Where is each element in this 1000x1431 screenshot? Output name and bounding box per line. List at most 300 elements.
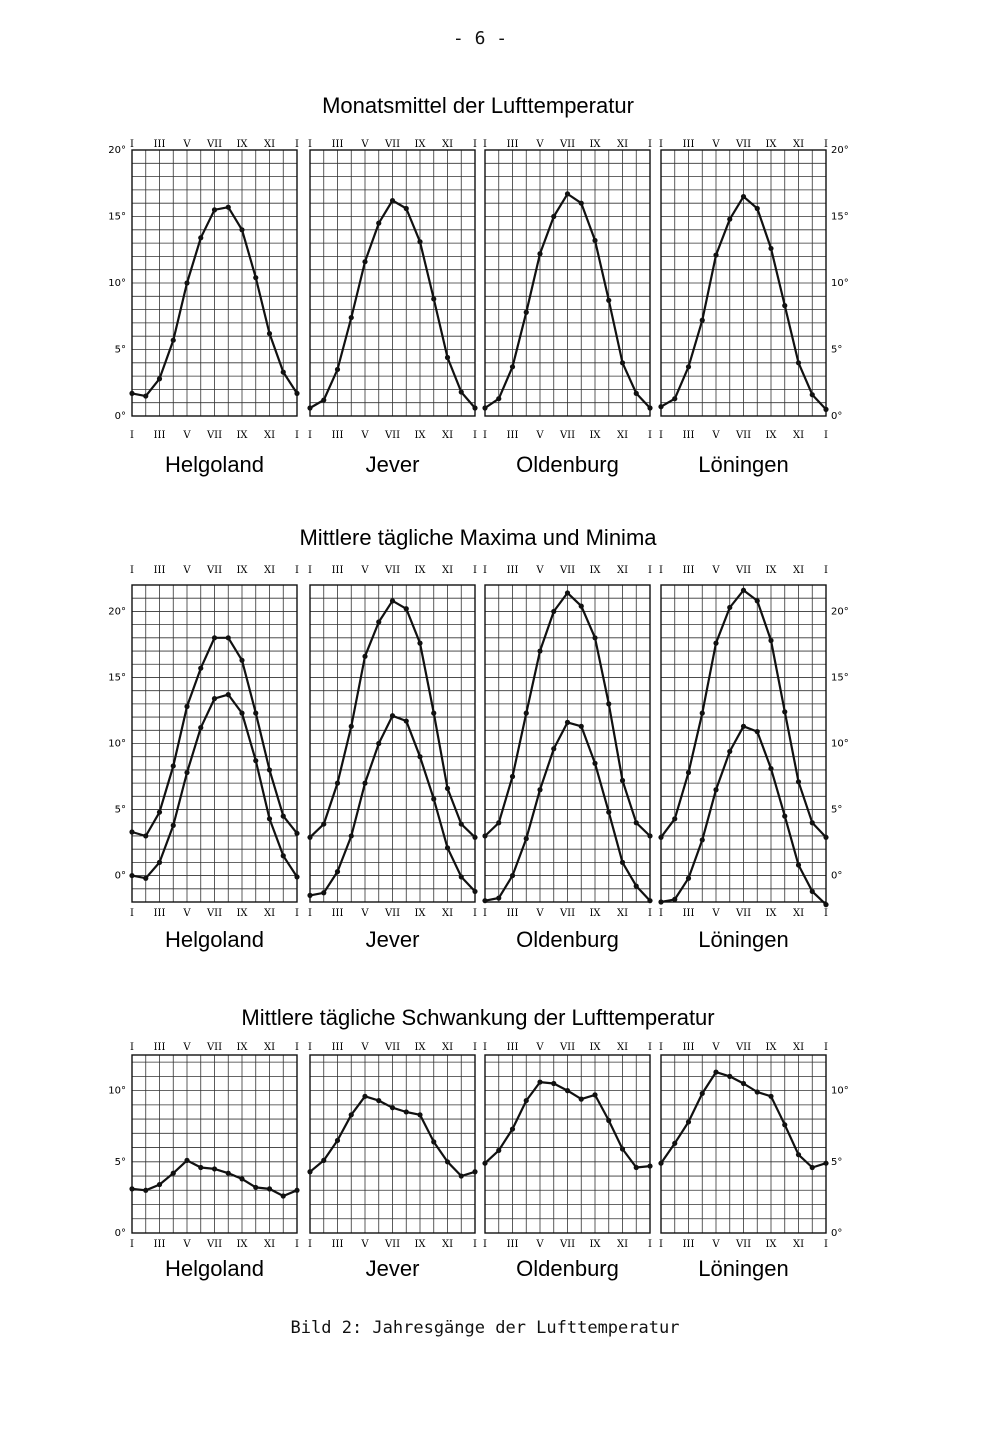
data-point (713, 1069, 718, 1074)
data-point (700, 711, 705, 716)
y-tick-label-right: 5° (831, 804, 843, 816)
data-point (198, 666, 203, 671)
month-tick-label-bottom: I (483, 908, 487, 919)
station-label: Oldenburg (516, 1256, 619, 1281)
month-tick-label-top: V (712, 139, 720, 150)
data-point (294, 874, 299, 879)
data-point (482, 898, 487, 903)
data-point (431, 1139, 436, 1144)
data-point (810, 889, 815, 894)
month-tick-label-bottom: VII (735, 430, 752, 441)
chart-title: Mittlere tägliche Schwankung der Lufttemperatur (241, 1005, 715, 1030)
y-tick-label-right: 15° (831, 211, 849, 223)
data-point (620, 1146, 625, 1151)
month-tick-label-top: XI (441, 565, 454, 576)
month-tick-label-top: III (506, 1042, 519, 1053)
data-point (335, 1138, 340, 1143)
month-tick-label-top: XI (441, 1042, 454, 1053)
data-point (796, 360, 801, 365)
data-point (810, 820, 815, 825)
data-point (226, 692, 231, 697)
data-point (496, 895, 501, 900)
data-point (404, 718, 409, 723)
data-point (537, 787, 542, 792)
data-point (565, 590, 570, 595)
month-tick-label-bottom: VII (559, 908, 576, 919)
month-tick-label-top: I (130, 139, 134, 150)
data-point (782, 1122, 787, 1127)
data-point (212, 1166, 217, 1171)
month-tick-label-bottom: I (308, 908, 312, 919)
chart-2 (108, 525, 848, 952)
month-tick-label-bottom: I (824, 908, 828, 919)
data-point (281, 853, 286, 858)
month-tick-label-top: I (308, 565, 312, 576)
data-point (417, 754, 422, 759)
month-tick-label-bottom: I (130, 908, 134, 919)
station-label: Jever (365, 452, 420, 477)
y-tick-label-left: 5° (114, 344, 126, 356)
y-tick-label-right: 5° (831, 1156, 843, 1168)
data-point (592, 635, 597, 640)
data-point (606, 1118, 611, 1123)
month-tick-label-top: I (824, 1042, 828, 1053)
data-point (417, 641, 422, 646)
data-point (239, 711, 244, 716)
month-tick-label-top: III (153, 139, 166, 150)
data-point (417, 239, 422, 244)
month-tick-label-bottom: I (659, 430, 663, 441)
month-tick-label-top: XI (792, 1042, 805, 1053)
month-tick-label-top: V (183, 565, 191, 576)
month-tick-label-top: III (506, 139, 519, 150)
month-tick-label-bottom: VII (559, 1239, 576, 1250)
data-point (307, 893, 312, 898)
month-tick-label-bottom: III (682, 1239, 695, 1250)
data-point (524, 1098, 529, 1103)
data-point (472, 889, 477, 894)
month-tick-label-top: VII (735, 1042, 752, 1053)
y-tick-label-left: 5° (114, 804, 126, 816)
data-point (362, 654, 367, 659)
month-tick-label-top: IX (414, 1042, 426, 1053)
data-point (321, 397, 326, 402)
data-point (349, 833, 354, 838)
month-tick-label-top: IX (236, 565, 248, 576)
y-tick-label-left: 15° (108, 211, 126, 223)
data-point (755, 1089, 760, 1094)
month-tick-label-top: V (536, 1042, 544, 1053)
station-label: Jever (365, 1256, 420, 1281)
data-point (390, 1105, 395, 1110)
panel-oldenburg (482, 139, 652, 477)
data-point (579, 604, 584, 609)
y-tick-label-right: 5° (831, 344, 843, 356)
data-point (796, 779, 801, 784)
data-point (459, 874, 464, 879)
month-tick-label-bottom: V (361, 430, 369, 441)
data-point (226, 635, 231, 640)
data-point (686, 770, 691, 775)
month-tick-label-bottom: IX (765, 908, 777, 919)
data-point (524, 836, 529, 841)
data-point (551, 1081, 556, 1086)
data-point (524, 711, 529, 716)
data-point (362, 781, 367, 786)
panel-oldenburg (482, 565, 652, 952)
data-point (782, 814, 787, 819)
data-point (472, 835, 477, 840)
panel-helgoland (129, 1042, 299, 1281)
data-point (565, 1088, 570, 1093)
month-tick-label-top: XI (792, 139, 805, 150)
month-tick-label-bottom: IX (765, 1239, 777, 1250)
data-point (294, 1188, 299, 1193)
chart-title: Monatsmittel der Lufttemperatur (322, 93, 634, 118)
data-point (307, 405, 312, 410)
y-tick-label-right: 10° (831, 278, 849, 289)
month-tick-label-bottom: V (361, 1239, 369, 1250)
data-point (606, 701, 611, 706)
page-number-text: - 6 - (452, 28, 508, 49)
month-tick-label-top: XI (616, 1042, 629, 1053)
data-point (253, 758, 258, 763)
caption (0, 1318, 970, 1338)
month-tick-label-bottom: XI (792, 1239, 805, 1250)
month-tick-label-bottom: III (331, 430, 344, 441)
data-point (686, 1119, 691, 1124)
month-tick-label-bottom: I (473, 908, 477, 919)
month-tick-label-bottom: XI (263, 430, 276, 441)
month-tick-label-top: V (361, 139, 369, 150)
month-tick-label-bottom: VII (206, 1239, 223, 1250)
panel-jever (307, 139, 477, 477)
data-point (658, 1161, 663, 1166)
month-tick-label-bottom: IX (589, 908, 601, 919)
month-tick-label-top: I (473, 1042, 477, 1053)
data-point (620, 360, 625, 365)
month-tick-label-top: III (682, 139, 695, 150)
data-point (267, 331, 272, 336)
data-point (551, 609, 556, 614)
data-point (510, 774, 515, 779)
y-tick-label-right: 10° (831, 1085, 849, 1097)
data-point (579, 1097, 584, 1102)
station-label: Helgoland (164, 1256, 265, 1281)
data-point (171, 1171, 176, 1176)
data-point (184, 770, 189, 775)
month-tick-label-top: I (308, 1042, 312, 1053)
data-point (510, 364, 515, 369)
data-point (510, 873, 515, 878)
data-point (184, 704, 189, 709)
data-point (496, 396, 501, 401)
data-point (647, 833, 652, 838)
month-tick-label-bottom: III (682, 908, 695, 919)
month-tick-label-top: I (824, 565, 828, 576)
month-tick-label-bottom: III (506, 908, 519, 919)
month-tick-label-bottom: VII (206, 908, 223, 919)
chart-3 (108, 1005, 848, 1281)
month-tick-label-bottom: I (648, 430, 652, 441)
data-point (390, 598, 395, 603)
data-point (226, 205, 231, 210)
data-point (755, 206, 760, 211)
data-point (592, 761, 597, 766)
data-point (482, 833, 487, 838)
data-point (184, 1158, 189, 1163)
data-point (239, 658, 244, 663)
data-point (431, 796, 436, 801)
data-point (129, 873, 134, 878)
month-tick-label-bottom: VII (384, 908, 401, 919)
month-tick-label-top: V (361, 565, 369, 576)
data-point (226, 1171, 231, 1176)
station-label: Löningen (698, 1256, 789, 1281)
data-point (496, 1148, 501, 1153)
data-point (321, 890, 326, 895)
month-tick-label-top: V (183, 139, 191, 150)
data-point (307, 835, 312, 840)
data-point (741, 194, 746, 199)
month-tick-label-top: XI (263, 565, 276, 576)
data-point (565, 191, 570, 196)
data-point (294, 831, 299, 836)
month-tick-label-bottom: XI (263, 908, 276, 919)
data-point (129, 391, 134, 396)
data-point (349, 315, 354, 320)
data-point (267, 1186, 272, 1191)
data-point (157, 810, 162, 815)
month-tick-label-bottom: I (648, 908, 652, 919)
data-point (741, 1081, 746, 1086)
data-point (755, 729, 760, 734)
data-point (551, 214, 556, 219)
data-point (198, 725, 203, 730)
y-tick-label-left: 15° (108, 672, 126, 684)
month-tick-label-top: XI (263, 1042, 276, 1053)
data-point (634, 1165, 639, 1170)
month-tick-label-bottom: V (536, 430, 544, 441)
data-point (482, 1161, 487, 1166)
month-tick-label-top: IX (589, 565, 601, 576)
month-tick-label-bottom: I (483, 430, 487, 441)
month-tick-label-bottom: V (712, 908, 720, 919)
month-tick-label-bottom: XI (441, 1239, 454, 1250)
data-point (335, 869, 340, 874)
month-tick-label-top: I (130, 565, 134, 576)
month-tick-label-top: I (308, 139, 312, 150)
month-tick-label-bottom: V (183, 908, 191, 919)
month-tick-label-top: I (295, 1042, 299, 1053)
month-tick-label-top: I (824, 139, 828, 150)
month-tick-label-bottom: I (824, 430, 828, 441)
month-tick-label-top: I (473, 565, 477, 576)
data-point (565, 720, 570, 725)
data-point (281, 814, 286, 819)
data-point (445, 845, 450, 850)
month-tick-label-bottom: III (153, 908, 166, 919)
data-point (267, 816, 272, 821)
data-point (823, 407, 828, 412)
data-point (335, 367, 340, 372)
month-tick-label-top: I (483, 139, 487, 150)
month-tick-label-bottom: XI (792, 430, 805, 441)
data-point (482, 405, 487, 410)
data-point (143, 1188, 148, 1193)
y-tick-label-left: 0° (114, 1228, 126, 1239)
data-point (143, 876, 148, 881)
data-point (823, 1161, 828, 1166)
data-point (129, 829, 134, 834)
month-tick-label-top: III (153, 1042, 166, 1053)
panel-löningen (658, 1042, 828, 1281)
data-point (700, 318, 705, 323)
month-tick-label-top: VII (735, 565, 752, 576)
month-tick-label-bottom: V (712, 430, 720, 441)
month-tick-label-bottom: IX (765, 430, 777, 441)
data-point (823, 902, 828, 907)
data-point (239, 227, 244, 232)
data-point (321, 1158, 326, 1163)
data-point (472, 1169, 477, 1174)
data-point (496, 820, 501, 825)
month-tick-label-top: III (331, 1042, 344, 1053)
panel-jever (307, 565, 477, 952)
data-point (658, 404, 663, 409)
data-point (417, 1112, 422, 1117)
month-tick-label-bottom: I (659, 908, 663, 919)
month-tick-label-bottom: XI (263, 1239, 276, 1250)
month-tick-label-bottom: III (506, 1239, 519, 1250)
data-point (713, 641, 718, 646)
y-tick-label-left: 10° (108, 1085, 126, 1097)
data-point (253, 711, 258, 716)
y-tick-label-right: 0° (831, 1228, 843, 1239)
data-point (253, 275, 258, 280)
panel-helgoland (129, 565, 299, 952)
month-tick-label-bottom: IX (414, 908, 426, 919)
data-point (658, 835, 663, 840)
month-tick-label-bottom: I (308, 1239, 312, 1250)
month-tick-label-top: XI (263, 139, 276, 150)
month-tick-label-bottom: XI (616, 908, 629, 919)
month-tick-label-bottom: I (295, 908, 299, 919)
data-point (768, 638, 773, 643)
data-point (459, 1173, 464, 1178)
data-point (727, 217, 732, 222)
month-tick-label-top: VII (384, 1042, 401, 1053)
data-point (198, 235, 203, 240)
month-tick-label-bottom: III (506, 430, 519, 441)
month-tick-label-top: XI (616, 565, 629, 576)
month-tick-label-bottom: I (659, 1239, 663, 1250)
data-point (157, 860, 162, 865)
month-tick-label-top: I (659, 139, 663, 150)
data-point (376, 619, 381, 624)
data-point (592, 1092, 597, 1097)
month-tick-label-bottom: I (483, 1239, 487, 1250)
station-label: Oldenburg (516, 927, 619, 952)
data-point (713, 787, 718, 792)
y-tick-label-left: 0° (114, 411, 126, 422)
month-tick-label-top: V (536, 565, 544, 576)
data-point (198, 1165, 203, 1170)
data-point (239, 1176, 244, 1181)
month-tick-label-bottom: VII (559, 430, 576, 441)
data-point (445, 1159, 450, 1164)
data-point (768, 766, 773, 771)
month-tick-label-top: I (483, 1042, 487, 1053)
month-tick-label-top: IX (765, 1042, 777, 1053)
data-point (810, 1165, 815, 1170)
month-tick-label-top: VII (384, 139, 401, 150)
y-tick-label-right: 15° (831, 672, 849, 684)
data-point (459, 821, 464, 826)
data-point (700, 837, 705, 842)
y-tick-label-left: 20° (108, 145, 126, 156)
month-tick-label-top: I (659, 1042, 663, 1053)
data-point (823, 835, 828, 840)
data-point (647, 898, 652, 903)
data-point (782, 303, 787, 308)
month-tick-label-top: V (712, 1042, 720, 1053)
y-tick-label-right: 20° (831, 606, 849, 618)
data-point (606, 810, 611, 815)
y-tick-label-left: 10° (108, 278, 126, 289)
data-point (782, 709, 787, 714)
month-tick-label-top: I (659, 565, 663, 576)
month-tick-label-top: VII (559, 1042, 576, 1053)
data-point (672, 897, 677, 902)
data-point (404, 1109, 409, 1114)
data-point (727, 749, 732, 754)
data-point (171, 823, 176, 828)
month-tick-label-top: VII (206, 1042, 223, 1053)
data-point (390, 198, 395, 203)
data-point (307, 1169, 312, 1174)
month-tick-label-bottom: IX (414, 430, 426, 441)
data-point (658, 899, 663, 904)
month-tick-label-top: III (331, 139, 344, 150)
data-point (620, 860, 625, 865)
month-tick-label-top: IX (589, 1042, 601, 1053)
month-tick-label-bottom: V (712, 1239, 720, 1250)
month-tick-label-bottom: III (331, 1239, 344, 1250)
data-point (810, 392, 815, 397)
data-point (157, 376, 162, 381)
month-tick-label-bottom: I (473, 1239, 477, 1250)
month-tick-label-top: III (506, 565, 519, 576)
month-tick-label-bottom: I (648, 1239, 652, 1250)
month-tick-label-bottom: I (130, 430, 134, 441)
data-point (741, 724, 746, 729)
data-point (768, 1094, 773, 1099)
data-point (647, 405, 652, 410)
month-tick-label-top: IX (765, 139, 777, 150)
station-label: Jever (365, 927, 420, 952)
month-tick-label-bottom: I (473, 430, 477, 441)
y-tick-label-left: 20° (108, 606, 126, 618)
data-point (579, 201, 584, 206)
month-tick-label-top: III (153, 565, 166, 576)
month-tick-label-top: V (361, 1042, 369, 1053)
month-tick-label-bottom: IX (236, 430, 248, 441)
month-tick-label-top: IX (236, 139, 248, 150)
data-point (143, 833, 148, 838)
data-point (741, 588, 746, 593)
month-tick-label-top: IX (765, 565, 777, 576)
